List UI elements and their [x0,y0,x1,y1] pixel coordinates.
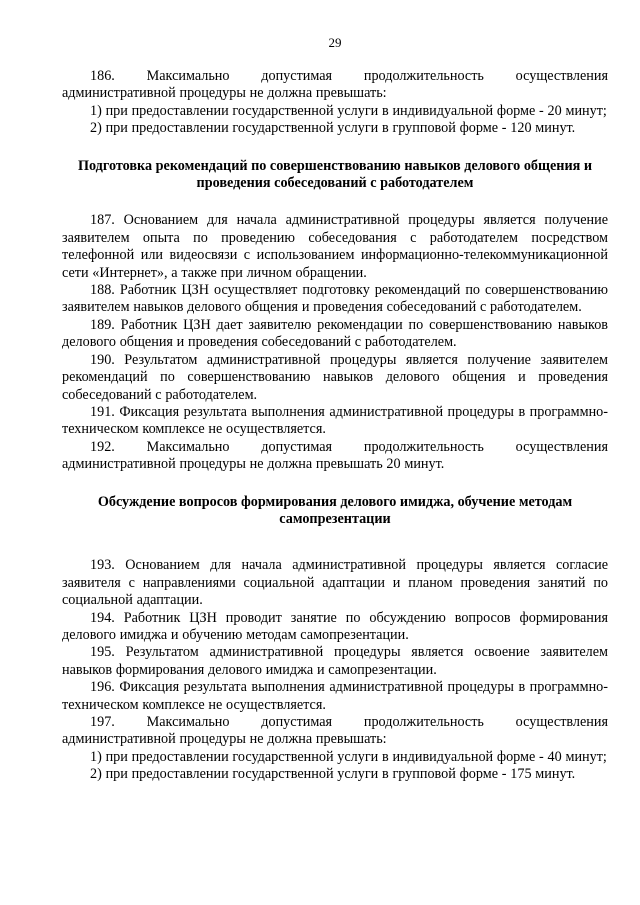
paragraph-194: 194. Работник ЦЗН проводит занятие по обсуждению вопросов формирования делового имиджа и обучению методам самопрезентации. [62,609,608,643]
paragraph-189: 189. Работник ЦЗН дает заявителю рекомендации по совершенствованию навыков делового общения и проведения собеседований с работодателем. [62,316,608,351]
section-heading-business-image: Обсуждение вопросов формирования делового имиджа, обучение методам самопрезентации [97,493,573,527]
paragraph-197-item-1: 1) при предоставлении государственной услуги в индивидуальной форме - 40 минут; [90,748,607,765]
paragraph-197: 197. Максимально допустимая продолжительность осуществления административной процедуры не должна превышать: [62,714,608,748]
section-heading-recommendations: Подготовка рекомендаций по совершенствованию навыков делового общения и проведения собеседований с работодателем [77,157,593,192]
paragraph-186-item-2: 2) при предоставлении государственной услуги в групповой форме - 120 минут. [90,120,576,137]
paragraph-197-item-2: 2) при предоставлении государственной услуги в групповой форме - 175 минут. [90,766,576,783]
paragraph-188: 188. Работник ЦЗН осуществляет подготовку рекомендаций по совершенствованию заявителем навыков делового общения и проведения собеседований с работодателем. [62,282,608,316]
paragraph-186-item-1: 1) при предоставлении государственной услуги в индивидуальной форме - 20 минут; [90,102,607,119]
paragraph-187: 187. Основанием для начала административной процедуры является получение заявителем опыта по проведению собеседования с работодателем посредством телефонной или видеосвязи с использованием информационно-телекоммуникационной сети «Интернет», а также при личном обращении. [62,212,608,281]
paragraph-192: 192. Максимально допустимая продолжительность осуществления административной процедуры не должна превышать 20 минут. [62,438,608,473]
paragraph-190: 190. Результатом административной процедуры является получение заявителем рекомендаций по совершенствованию навыков делового общения и проведения собеседований с работодателем. [62,351,608,403]
paragraph-186: 186. Максимально допустимая продолжительность осуществления административной процедуры не должна превышать: [62,68,608,102]
page-content [62,68,608,784]
paragraph-196: 196. Фиксация результата выполнения административной процедуры в программно-техническом комплексе не осуществляется. [62,679,608,713]
paragraph-191: 191. Фиксация результата выполнения административной процедуры в программно-техническом комплексе не осуществляется. [62,403,608,438]
paragraph-193: 193. Основанием для начала административной процедуры является согласие заявителя с направлениями социальной адаптации и планом проведения занятий по социальной адаптации. [62,557,608,609]
document-page [62,0,608,905]
paragraph-195: 195. Результатом административной процедуры является освоение заявителем навыков формирования делового имиджа и самопрезентации. [62,644,608,678]
page-number: 29 [328,35,342,50]
